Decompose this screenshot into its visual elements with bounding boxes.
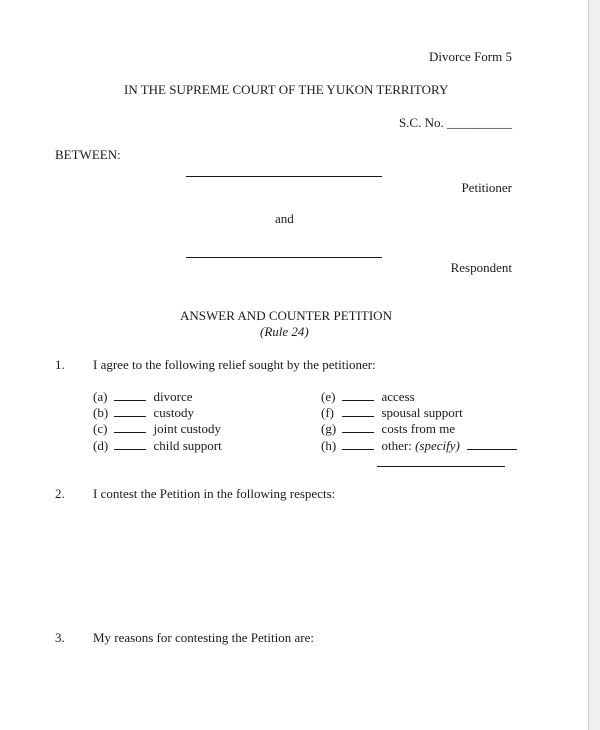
option-letter: (f) [321, 405, 334, 420]
sc-number-field: S.C. No. __________ [398, 115, 512, 130]
option-label: costs from me [381, 421, 456, 436]
rule-reference: (Rule 24) [260, 324, 309, 339]
option-label: divorce [153, 389, 193, 404]
option-label: spousal support [381, 405, 463, 420]
option-blank [342, 389, 374, 401]
option-letter: (g) [321, 421, 337, 436]
between-label: BETWEEN: [55, 147, 121, 162]
relief-option [321, 389, 415, 405]
petitioner-label: Petitioner [461, 180, 512, 195]
relief-option [321, 405, 463, 421]
section-number: 2. [55, 486, 65, 501]
relief-option [93, 389, 192, 405]
other-specify-line [467, 438, 517, 450]
option-blank [114, 438, 146, 450]
option-blank [342, 438, 374, 450]
petitioner-name-line [186, 176, 382, 177]
section-number: 1. [55, 357, 65, 372]
relief-option [93, 405, 194, 421]
section-text: I contest the Petition in the following respects: [93, 486, 336, 501]
option-blank [342, 405, 374, 417]
relief-option [321, 421, 455, 437]
option-letter: (b) [93, 405, 109, 420]
section-text: My reasons for contesting the Petition are: [93, 630, 314, 645]
other-continuation-line [377, 466, 505, 467]
option-blank [342, 421, 374, 433]
option-blank [114, 389, 146, 401]
relief-option [93, 421, 221, 437]
option-label: access [381, 389, 415, 404]
option-blank [114, 405, 146, 417]
option-blank [114, 421, 146, 433]
form-label: Divorce Form 5 [428, 49, 512, 64]
option-label: custody [153, 405, 194, 420]
option-label: child support [153, 438, 222, 453]
respondent-label: Respondent [450, 260, 512, 275]
option-letter: (c) [93, 421, 108, 436]
option-letter: (h) [321, 438, 337, 453]
option-letter: (a) [93, 389, 108, 404]
option-label: other: [381, 438, 412, 453]
relief-option-other [321, 438, 517, 454]
specify-hint: (specify) [415, 438, 460, 453]
relief-option [93, 438, 222, 454]
section-number: 3. [55, 630, 65, 645]
option-letter: (e) [321, 389, 336, 404]
court-title: IN THE SUPREME COURT OF THE YUKON TERRITORY [124, 82, 449, 97]
document-title: ANSWER AND COUNTER PETITION [180, 308, 392, 323]
option-letter: (d) [93, 438, 109, 453]
and-label: and [275, 211, 294, 226]
respondent-name-line [186, 257, 382, 258]
option-label: joint custody [153, 421, 222, 436]
section-text: I agree to the following relief sought by the petitioner: [93, 357, 376, 372]
